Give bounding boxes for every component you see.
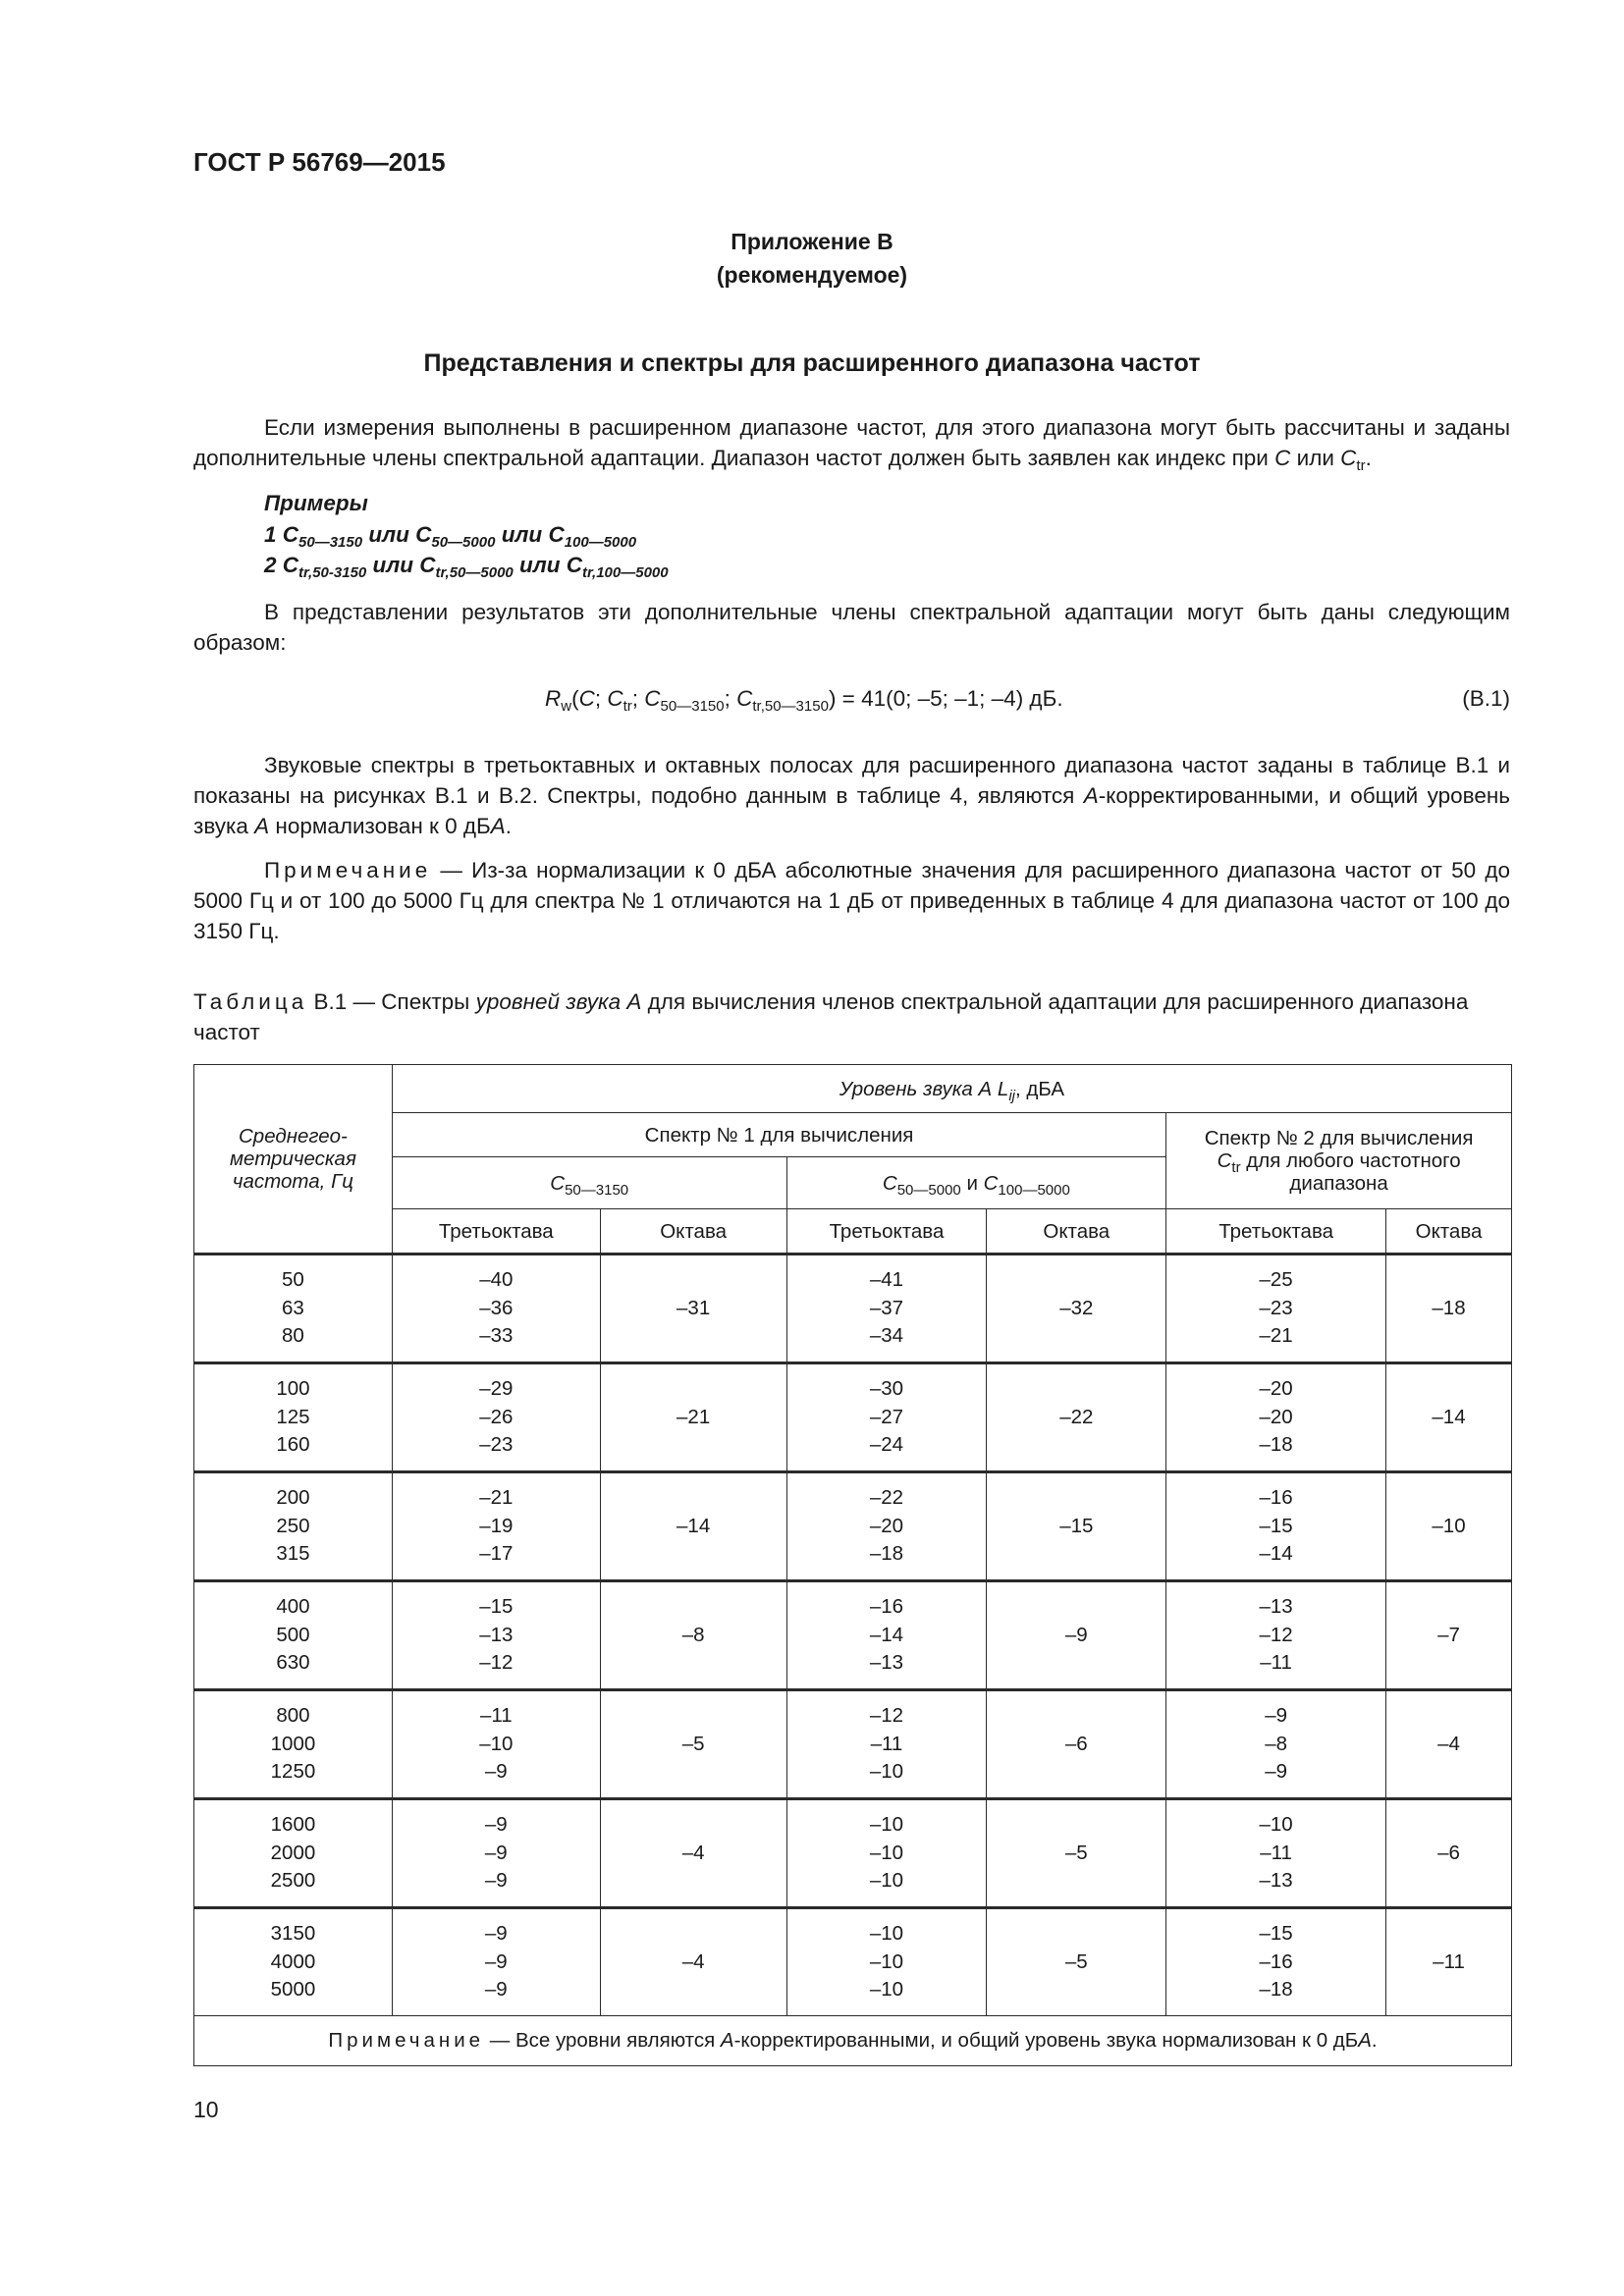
- s3-third-octave-cell-value: –14: [1259, 1542, 1293, 1566]
- s3-third-octave-cell: [1166, 1799, 1386, 1908]
- s2-octave-cell: –15: [987, 1472, 1166, 1581]
- s2-third-octave-cell: [786, 1690, 987, 1799]
- frequency-cell-value: 2000: [270, 1841, 316, 1864]
- s3-third-octave-cell-value: –15: [1259, 1514, 1293, 1537]
- s1-third-octave-cell-value: –23: [479, 1433, 514, 1457]
- frequency-cell-value: 160: [276, 1433, 310, 1457]
- frequency-cell: [194, 1690, 393, 1799]
- s1-third-octave-cell-value: –19: [479, 1514, 514, 1537]
- s1-third-octave-cell: [392, 1690, 600, 1799]
- s3-third-octave-cell-value: –16: [1259, 1949, 1293, 1973]
- level-header: Уровень звука А $L_{ij}$, дБА: [392, 1065, 1511, 1113]
- frequency-cell-value: 250: [276, 1514, 310, 1537]
- s1-third-octave-cell-value: –12: [479, 1651, 514, 1675]
- s1-third-octave-cell-value: –17: [479, 1542, 514, 1566]
- s1-third-octave-cell-value: –9: [484, 1949, 508, 1973]
- s1-third-octave-cell-value: –15: [479, 1595, 514, 1619]
- frequency-cell-value: 630: [276, 1651, 310, 1675]
- table-row: [194, 1908, 1512, 2016]
- table-note-row: [194, 2016, 1512, 2066]
- s2-third-octave-cell-value: –22: [869, 1486, 904, 1510]
- s2-third-octave-cell-value: –12: [869, 1704, 904, 1728]
- s1-third-octave-cell-value: –33: [479, 1324, 514, 1348]
- s3-third-octave-cell-value: –18: [1259, 1978, 1293, 2002]
- table-note: Примечание — Все уровни являются А-корректированными, и общий уровень звука нормализован к 0 дБА.: [194, 2016, 1512, 2066]
- s1-octave-cell: –4: [600, 1799, 786, 1908]
- s2-third-octave-cell: [786, 1363, 987, 1472]
- third-octave-header: Третьоктава: [786, 1209, 987, 1255]
- spectrum-2-header: Спектр № 2 для вычисления $C_{tr}$ для любого частотного диапазона: [1166, 1113, 1512, 1209]
- s2-third-octave-cell-value: –10: [869, 1949, 904, 1973]
- frequency-cell-value: 400: [276, 1595, 310, 1619]
- section-title: Представления и спектры для расширенного диапазона частот: [423, 349, 1201, 377]
- s1-octave-cell: –31: [600, 1255, 786, 1363]
- table-row: [194, 1363, 1512, 1472]
- s3-third-octave-cell-value: –15: [1259, 1922, 1293, 1946]
- s1-third-octave-cell-value: –9: [484, 1922, 508, 1946]
- examples-label: Примеры: [264, 491, 368, 515]
- table-row: [194, 1581, 1512, 1690]
- s3-third-octave-cell-value: –23: [1259, 1296, 1293, 1319]
- appendix-status: (рекомендуемое): [716, 262, 908, 288]
- s2-third-octave-cell-value: –18: [869, 1542, 904, 1566]
- s1-octave-cell: –4: [600, 1908, 786, 2016]
- s3-third-octave-cell-value: –18: [1259, 1433, 1293, 1457]
- s1-third-octave-cell: [392, 1255, 600, 1363]
- frequency-cell-value: 315: [276, 1542, 310, 1566]
- c-50-3150-header: $C_{50—3150}$: [392, 1157, 786, 1209]
- formula-expression: $R_w(C$; $C_{tr}$; $C_{50—3150}$; $C_{tr,50—3150}) = 41(0$; –5; –1; –4) дБ.: [545, 686, 1063, 715]
- s1-third-octave-cell-value: –9: [484, 1978, 508, 2002]
- table-row: [194, 1472, 1512, 1581]
- octave-header: Октава: [600, 1209, 786, 1255]
- s2-third-octave-cell-value: –20: [869, 1514, 904, 1537]
- s2-third-octave-cell-value: –10: [869, 1813, 904, 1837]
- s2-third-octave-cell-value: –14: [869, 1623, 904, 1646]
- frequency-cell: [194, 1799, 393, 1908]
- s3-third-octave-cell-value: –13: [1259, 1595, 1293, 1619]
- s3-third-octave-cell: [1166, 1255, 1386, 1363]
- s3-third-octave-cell-value: –11: [1260, 1651, 1292, 1675]
- frequency-cell-value: 5000: [270, 1978, 316, 2002]
- s2-third-octave-cell: [786, 1581, 987, 1690]
- intro-paragraph: Если измерения выполнены в расширенном диапазоне частот, для этого диапазона могут быть рассчитаны и заданы дополнительные члены спектральной адаптации. Диапазон частот должен быть заявлен как индекс при C или $C_{tr}$.: [193, 415, 1510, 474]
- frequency-cell-value: 500: [276, 1623, 310, 1646]
- s3-octave-cell: –6: [1386, 1799, 1512, 1908]
- octave-header: Октава: [1386, 1209, 1512, 1255]
- s1-third-octave-cell-value: –9: [484, 1760, 508, 1784]
- frequency-cell-value: 1250: [270, 1760, 316, 1784]
- s3-octave-cell: –7: [1386, 1581, 1512, 1690]
- s3-octave-cell: –10: [1386, 1472, 1512, 1581]
- s3-octave-cell: –14: [1386, 1363, 1512, 1472]
- s2-third-octave-cell-value: –34: [869, 1324, 904, 1348]
- s1-third-octave-cell-value: –10: [479, 1732, 514, 1755]
- frequency-cell-value: 1600: [270, 1813, 316, 1837]
- s3-octave-cell: –18: [1386, 1255, 1512, 1363]
- frequency-cell: [194, 1255, 393, 1363]
- results-paragraph: В представлении результатов эти дополнительные члены спектральной адаптации могут быть даны следующим образом:: [193, 600, 1510, 655]
- s1-third-octave-cell: [392, 1799, 600, 1908]
- s1-third-octave-cell: [392, 1908, 600, 2016]
- s2-third-octave-cell-value: –30: [869, 1377, 904, 1401]
- frequency-cell-value: 100: [276, 1377, 310, 1401]
- s3-third-octave-cell-value: –9: [1265, 1704, 1288, 1728]
- frequency-cell-value: 200: [276, 1486, 310, 1510]
- s2-third-octave-cell-value: –10: [869, 1922, 904, 1946]
- s2-third-octave-cell: [786, 1908, 987, 2016]
- table-row: [194, 1799, 1512, 1908]
- s3-third-octave-cell-value: –25: [1259, 1268, 1293, 1292]
- s1-third-octave-cell-value: –11: [479, 1704, 513, 1728]
- frequency-cell: [194, 1472, 393, 1581]
- standard-id: ГОСТ Р 56769—2015: [193, 147, 446, 177]
- frequency-cell-value: 4000: [270, 1949, 316, 1973]
- s2-third-octave-cell-value: –41: [869, 1268, 904, 1292]
- s2-octave-cell: –6: [987, 1690, 1166, 1799]
- s1-third-octave-cell-value: –9: [484, 1813, 508, 1837]
- s2-third-octave-cell-value: –16: [869, 1595, 904, 1619]
- s2-third-octave-cell-value: –24: [869, 1433, 904, 1457]
- s1-third-octave-cell-value: –36: [479, 1296, 514, 1319]
- s2-third-octave-cell-value: –10: [869, 1760, 904, 1784]
- frequency-cell-value: 3150: [270, 1922, 316, 1946]
- s3-third-octave-cell: [1166, 1908, 1386, 2016]
- s3-third-octave-cell-value: –8: [1265, 1732, 1288, 1755]
- example-2: 2 $C_{tr,50-3150}$ или $C_{tr,50—5000}$ или $C_{tr,100—5000}$: [264, 553, 669, 581]
- page-number: 10: [193, 2097, 219, 2122]
- s2-third-octave-cell-value: –27: [869, 1405, 904, 1428]
- frequency-cell-value: 80: [282, 1324, 304, 1348]
- frequency-cell: [194, 1581, 393, 1690]
- s2-third-octave-cell: [786, 1472, 987, 1581]
- third-octave-header: Третьоктава: [1166, 1209, 1386, 1255]
- s3-third-octave-cell: [1166, 1363, 1386, 1472]
- s2-octave-cell: –9: [987, 1581, 1166, 1690]
- s3-third-octave-cell-value: –16: [1259, 1486, 1293, 1510]
- s3-third-octave-cell-value: –20: [1259, 1405, 1293, 1428]
- s2-third-octave-cell-value: –10: [869, 1841, 904, 1864]
- s1-third-octave-cell: [392, 1472, 600, 1581]
- example-1: 1 $C_{50—3150}$ или $C_{50—5000}$ или $C_{100—5000}$: [264, 522, 637, 551]
- s2-third-octave-cell-value: –13: [869, 1651, 904, 1675]
- frequency-cell-value: 125: [276, 1405, 310, 1428]
- s2-octave-cell: –5: [987, 1799, 1166, 1908]
- s2-third-octave-cell-value: –10: [869, 1978, 904, 2002]
- s1-third-octave-cell-value: –26: [479, 1405, 514, 1428]
- s1-third-octave-cell-value: –9: [484, 1869, 508, 1893]
- frequency-cell-value: 63: [282, 1296, 304, 1319]
- appendix-title: Приложение В: [731, 229, 893, 254]
- s1-third-octave-cell-value: –21: [479, 1486, 514, 1510]
- s3-third-octave-cell-value: –13: [1259, 1869, 1293, 1893]
- s1-octave-cell: –21: [600, 1363, 786, 1472]
- s3-third-octave-cell-value: –9: [1265, 1760, 1288, 1784]
- s2-third-octave-cell-value: –37: [869, 1296, 904, 1319]
- s2-third-octave-cell-value: –10: [869, 1869, 904, 1893]
- frequency-cell-value: 50: [282, 1268, 304, 1292]
- s2-octave-cell: –32: [987, 1255, 1166, 1363]
- frequency-cell-value: 2500: [270, 1869, 316, 1893]
- frequency-cell: [194, 1363, 393, 1472]
- s1-octave-cell: –8: [600, 1581, 786, 1690]
- col-frequency-header: Среднегео- метрическая частота, Гц: [194, 1065, 393, 1255]
- s2-third-octave-cell-value: –11: [870, 1732, 903, 1755]
- s3-third-octave-cell-value: –21: [1259, 1324, 1293, 1348]
- s2-third-octave-cell: [786, 1799, 987, 1908]
- spectra-table: [193, 1064, 1512, 2066]
- c-50-5000-header: $C_{50—5000}$ и $C_{100—5000}$: [786, 1157, 1166, 1209]
- s1-octave-cell: –5: [600, 1690, 786, 1799]
- spectrum-1-header: Спектр № 1 для вычисления: [392, 1113, 1165, 1157]
- s3-third-octave-cell: [1166, 1472, 1386, 1581]
- octave-header: Октава: [987, 1209, 1166, 1255]
- s3-octave-cell: –4: [1386, 1690, 1512, 1799]
- s1-third-octave-cell-value: –29: [479, 1377, 514, 1401]
- s1-third-octave-cell: [392, 1581, 600, 1690]
- table-row: [194, 1255, 1512, 1363]
- s3-octave-cell: –11: [1386, 1908, 1512, 2016]
- s3-third-octave-cell: [1166, 1690, 1386, 1799]
- s3-third-octave-cell-value: –10: [1259, 1813, 1293, 1837]
- frequency-cell-value: 800: [276, 1704, 310, 1728]
- s1-third-octave-cell-value: –40: [479, 1268, 514, 1292]
- note-1: Примечание — Из-за нормализации к 0 дБА абсолютные значения для расширенного диапазона частот от 50 до 5000 Гц и от 100 до 5000 Гц для спектра № 1 отличаются на 1 дБ от приведенных в таблице 4 для диапазона частот от 100 до 3150 Гц.: [193, 858, 1510, 943]
- s2-octave-cell: –22: [987, 1363, 1166, 1472]
- s3-third-octave-cell-value: –12: [1259, 1623, 1293, 1646]
- frequency-cell: [194, 1908, 393, 2016]
- s3-third-octave-cell: [1166, 1581, 1386, 1690]
- s1-octave-cell: –14: [600, 1472, 786, 1581]
- table-row: [194, 1690, 1512, 1799]
- s2-octave-cell: –5: [987, 1908, 1166, 2016]
- s1-third-octave-cell-value: –13: [479, 1623, 514, 1646]
- s1-third-octave-cell-value: –9: [484, 1841, 508, 1864]
- table-caption: Таблица В.1 — Спектры уровней звука А для вычисления членов спектральной адаптации для расширенного диапазона частот: [193, 989, 1469, 1044]
- formula-number: (В.1): [1462, 686, 1510, 711]
- s3-third-octave-cell-value: –20: [1259, 1377, 1293, 1401]
- spectra-paragraph: Звуковые спектры в третьоктавных и октавных полосах для расширенного диапазона частот заданы в таблице В.1 и показаны на рисунках В.1 и В.2. Спектры, подобно данным в таблице 4, являются A-корректированными, и общий уровень звука A нормализован к 0 дБA.: [193, 753, 1511, 838]
- s1-third-octave-cell: [392, 1363, 600, 1472]
- third-octave-header: Третьоктава: [392, 1209, 600, 1255]
- s3-third-octave-cell-value: –11: [1260, 1841, 1292, 1864]
- frequency-cell-value: 1000: [270, 1732, 316, 1755]
- s2-third-octave-cell: [786, 1255, 987, 1363]
